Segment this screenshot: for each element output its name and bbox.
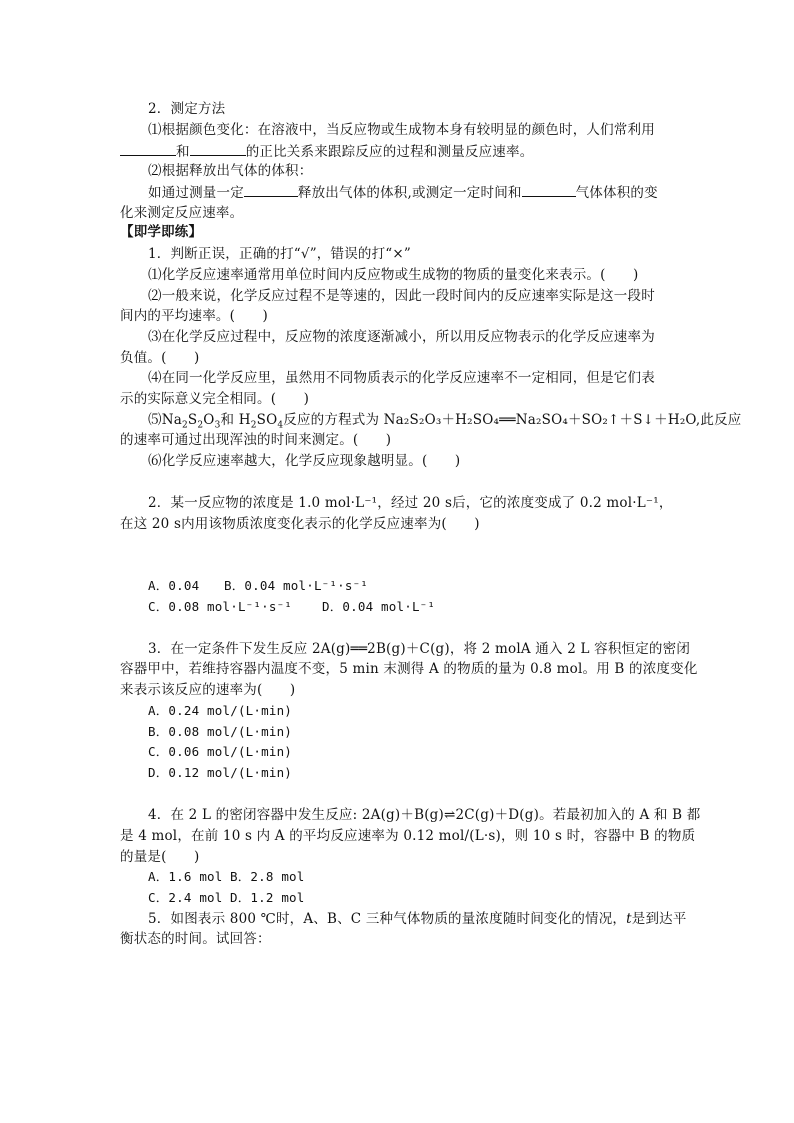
method-1-line-2 [120,142,533,161]
q3-stem: 3．在一定条件下发生反应 2A(g)══2B(g)＋C(g)，将 2 molA 通入 2 L 容积恒定的密闭 [148,641,691,657]
reaction-equation: 反应的方程式为 Na₂S₂O₃＋H₂SO₄══Na₂SO₄＋SO₂↑＋S↓＋H₂O,此反应 [283,412,742,428]
fill-blank[interactable] [522,183,576,197]
q1-statement-2-cont: 间内的平均速率。( ) [120,308,268,324]
q2-option-d[interactable]: D．0.04 mol·L⁻¹ [322,599,436,614]
q1-stem: 1．判断正误，正确的打“√”，错误的打“×” [148,246,412,262]
q1-statement-4-cont: 示的实际意义完全相同。( ) [120,391,310,407]
q1-statement-5 [148,411,742,429]
q4-option-b[interactable]: B．2.8 mol [230,869,305,884]
q2-option-b[interactable]: B．0.04 mol·L⁻¹·s⁻¹ [224,578,369,593]
formula-text: O [203,412,215,428]
q1-statement-5-cont: 的速率可通过出现浑浊的时间来测定。( ) [120,432,392,448]
subscript: 4 [277,420,284,431]
q4-stem-cont: 是 4 mol，在前 10 s 内 A 的平均反应速率为 0.12 mol/(L·s)，则 10 s 时，容器中 B 的物质 [120,828,696,844]
subscript: 2 [181,420,188,431]
formula-text: ⑸Na [148,412,182,428]
q1-statement-1: ⑴化学反应速率通常用单位时间内反应物或生成物的物质的量变化来表示。( ) [148,267,639,283]
q5-stem-cont: 衡状态的时间。试回答： [120,931,271,947]
method-2-heading: ⑵根据释放出气体的体积： [148,163,313,179]
method-1-text: 的正比关系来跟踪反应的过程和测量反应速率。 [245,144,534,160]
q3-option-d[interactable]: D．0.12 mol/(L·min) [148,765,293,780]
method-2-text: 气体体积的变 [575,185,658,201]
q3-option-b[interactable]: B．0.08 mol/(L·min) [148,724,293,739]
method-2-line-1 [148,183,658,202]
q3-stem-cont: 容器甲中，若维持容器内温度不变，5 min 末测得 A 的物质的量为 0.8 mol。用 B 的浓度变化 [120,661,698,677]
q4-option-c[interactable]: C．2.4 mol [148,890,223,905]
q3-option-c[interactable]: C．0.06 mol/(L·min) [148,744,293,759]
q2-option-c[interactable]: C．0.08 mol·L⁻¹·s⁻¹ [148,599,293,614]
formula-text: SO [256,412,278,428]
practice-heading: 【即学即练】 [120,224,203,240]
method-2-line-2: 化来测定反应速率。 [120,205,244,221]
fill-blank[interactable] [120,142,176,156]
q5-stem [148,910,687,928]
subscript: 2 [250,420,257,431]
q4-option-d[interactable]: D．1.2 mol [230,890,305,905]
q1-statement-3: ⑶在化学反应过程中，反应物的浓度逐渐减小，所以用反应物表示的化学反应速率为 [148,329,655,345]
fill-blank[interactable] [190,142,246,156]
q5-variable-t: t [626,911,632,927]
q1-statement-3-cont: 负值。( ) [120,350,200,366]
q1-statement-2: ⑵一般来说，化学反应过程不是等速的，因此一段时间内的反应速率实际是这一段时 [148,288,655,304]
q1-statement-4: ⑷在同一化学反应里，虽然用不同物质表示的化学反应速率不一定相同，但是它们表 [148,370,655,386]
section-heading: 2．测定方法 [148,101,226,117]
formula-text: S [187,412,198,428]
q4-stem-cont: 的量是( ) [120,849,200,865]
formula-text: 和 H [220,412,251,428]
q2-stem: 2．某一反应物的浓度是 1.0 mol·L⁻¹，经过 20 s后，它的浓度变成了 0.2 mol·L⁻¹， [148,495,673,511]
q5-text: 5．如图表示 800 ℃时，A、B、C 三种气体物质的量浓度随时间变化的情况， [148,911,627,927]
q2-stem-cont: 在这 20 s内用该物质浓度变化表示的化学反应速率为( ) [120,516,480,532]
q3-stem-cont: 来表示该反应的速率为( ) [120,682,296,698]
method-2-text: 释放出气体的体积,或测定一定时间和 [297,185,522,201]
method-2-text: 如通过测量一定 [148,185,244,201]
q2-option-a[interactable]: A．0.04 [148,578,200,593]
subscript: 3 [214,420,221,431]
q4-option-a[interactable]: A．1.6 mol [148,869,223,884]
subscript: 2 [197,420,204,431]
q1-statement-6: ⑹化学反应速率越大，化学反应现象越明显。( ) [148,453,461,469]
method-1-text: 和 [176,144,190,160]
method-1-line-1: ⑴根据颜色变化：在溶液中，当反应物或生成物本身有较明显的颜色时，人们常利用 [148,122,655,138]
fill-blank[interactable] [244,183,298,197]
q4-stem: 4．在 2 L 的密闭容器中发生反应: 2A(g)＋B(g)⇌2C(g)＋D(g)。若最初加入的 A 和 B 都 [148,807,701,823]
q3-option-a[interactable]: A．0.24 mol/(L·min) [148,703,293,718]
q5-text: 是到达平 [631,911,687,927]
